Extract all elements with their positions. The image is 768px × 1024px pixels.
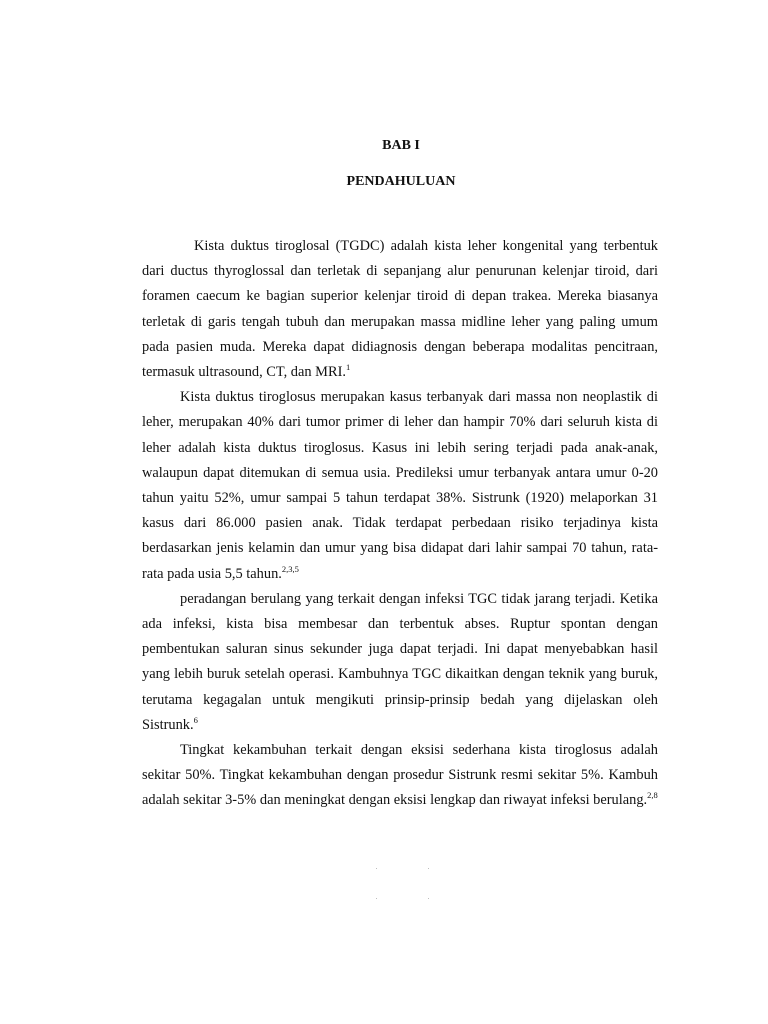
paragraph-text: Kista duktus tiroglosus merupakan kasus terbanyak dari massa non neoplastik di leher, merupakan 40% dari tumor primer di leher dan hampir 70% dari seluruh kista di leher adalah kista duktus tiroglosus. Kasus ini lebih sering terjadi pada anak-anak, walaupun dapat ditemukan di semua usia. Predileksi umur terbanyak antara umur 0-20 tahun yaitu 52%, umur sampai 5 tahun terdapat 38%. Sistrunk (1920) melaporkan 31 kasus dari 86.000 pasien anak. Tidak terdapat perbedaan risiko terjadinya kista berdasarkan jenis kelamin dan umur yang bisa didapat dari lahir sampai 70 tahun, rata-rata pada usia 5,5 tahun. [142, 389, 658, 582]
scan-speck [428, 868, 429, 869]
chapter-title: PENDAHULUAN [346, 174, 456, 189]
citation-superscript: 2,8 [647, 790, 658, 801]
paragraph-text: Kista duktus tiroglosal (TGDC) adalah kista leher kongenital yang terbentuk dari ductus thyroglossal dan terletak di sepanjang alur penurunan kelenjar tiroid, dari foramen caecum ke bagian superior kelenjar tiroid di depan trakea. Mereka biasanya terletak di garis tengah tubuh dan merupakan massa midline leher yang paling umum pada pasien muda. Mereka dapat didiagnosis dengan beberapa modalitas pencitraan, termasuk ultrasound, CT, dan MRI. [142, 238, 658, 381]
scan-speck [428, 898, 429, 899]
scan-speck [376, 868, 377, 869]
paragraph-2 [142, 385, 658, 587]
citation-superscript: 1 [345, 362, 351, 373]
chapter-number: BAB I [382, 138, 420, 153]
scan-speck [376, 898, 377, 899]
paragraph-3 [142, 587, 658, 738]
paragraph-text: peradangan berulang yang terkait dengan infeksi TGC tidak jarang terjadi. Ketika ada infeksi, kista bisa membesar dan terbentuk abses. Ruptur spontan dengan pembentukan saluran sinus sekunder juga dapat terjadi. Ini dapat menyebabkan hasil yang lebih buruk setelah operasi. Kambuhnya TGC dikaitkan dengan teknik yang buruk, terutama kegagalan untuk mengikuti prinsip-prinsip bedah yang dijelaskan oleh Sistrunk. [142, 590, 658, 733]
citation-superscript: 6 [193, 714, 198, 725]
paragraph-4 [142, 738, 658, 814]
citation-superscript: 2,3,5 [281, 563, 299, 574]
paragraph-1 [142, 234, 658, 385]
chapter-body [142, 234, 658, 814]
paragraph-text: Tingkat kekambuhan terkait dengan eksisi sederhana kista tiroglosus adalah sekitar 50%. Tingkat kekambuhan dengan prosedur Sistrunk resmi sekitar 5%. Kambuh adalah sekitar 3-5% dan meningkat dengan eksisi lengkap dan riwayat infeksi berulang. [142, 742, 658, 809]
